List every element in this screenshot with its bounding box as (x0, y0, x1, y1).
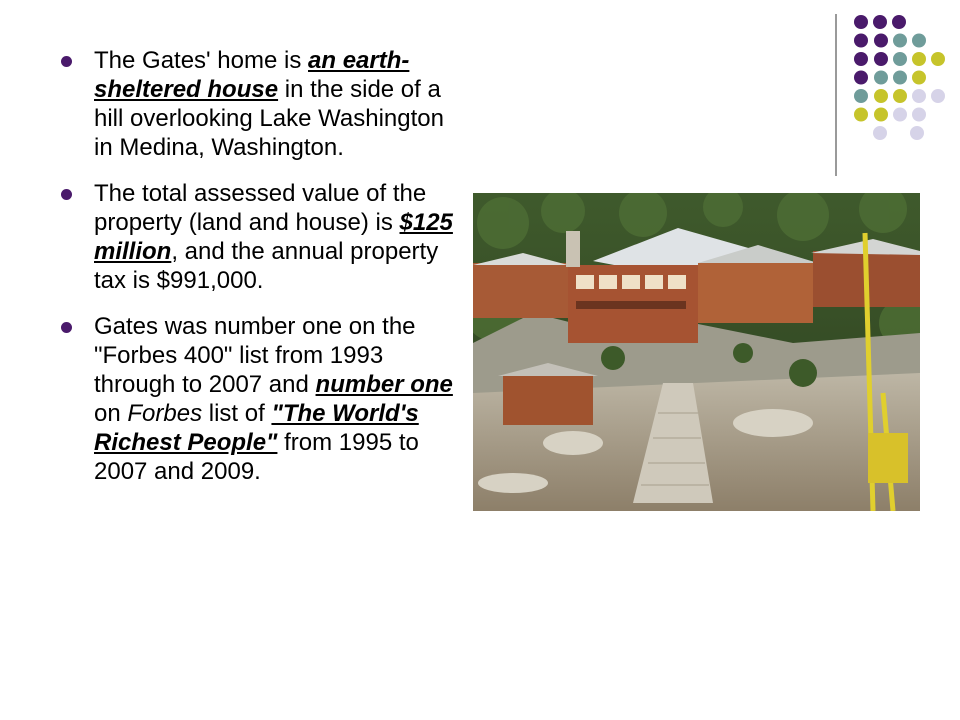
decorative-dot (892, 15, 906, 29)
decorative-dot (854, 52, 868, 66)
bullet-text: Gates was number one on the "Forbes 400" list from 1993 through to 2007 and (94, 313, 416, 398)
decorative-divider-line (835, 14, 837, 176)
bullet-icon (61, 56, 72, 67)
decorative-dot (893, 34, 907, 48)
decorative-dot (854, 71, 868, 85)
bullet-text: The Gates' home is (94, 47, 309, 74)
bullet-list (58, 46, 458, 503)
bullet-text: , and the annual property tax is $991,000. (94, 238, 439, 294)
decorative-dot (874, 52, 888, 66)
value-link[interactable]: $125 million (94, 209, 453, 265)
decorative-dot (874, 89, 888, 103)
decorative-dot (854, 108, 868, 122)
decorative-dot (874, 108, 888, 122)
decorative-dot (874, 34, 888, 48)
bullet-text: list of (202, 400, 272, 427)
bullet-item-1 (58, 46, 458, 162)
decorative-dot (893, 89, 907, 103)
decorative-dot (854, 15, 868, 29)
bullet-icon (61, 322, 72, 333)
forbes-italic: Forbes (127, 400, 203, 427)
decorative-dot (912, 52, 926, 66)
earth-sheltered-house-link[interactable]: an earth-sheltered house (94, 47, 410, 103)
decorative-dot (873, 15, 887, 29)
bullet-text: from 1995 to 2007 and 2009. (94, 429, 419, 485)
decorative-dot (854, 89, 868, 103)
bullet-text: in the side of a hill overlooking Lake Washington in Medina, Washington. (94, 76, 444, 161)
bullet-text: The total assessed value of the property (land and house) is (94, 180, 427, 236)
bullet-icon (61, 189, 72, 200)
decorative-dot (912, 108, 926, 122)
worlds-richest-people-link[interactable]: "The World's Richest People" (94, 400, 419, 456)
decorative-dot (910, 126, 924, 140)
decorative-dot (931, 52, 945, 66)
decorative-dot (912, 89, 926, 103)
decorative-dot (912, 71, 926, 85)
decorative-dot (893, 71, 907, 85)
decorative-dot (854, 34, 868, 48)
bullet-item-2 (58, 179, 458, 295)
decorative-dot (912, 34, 926, 48)
bullet-text: on (94, 400, 128, 427)
decorative-dot (874, 71, 888, 85)
decorative-dot (893, 52, 907, 66)
decorative-dot (873, 126, 887, 140)
house-photo (473, 193, 920, 511)
number-one-link[interactable]: number one (315, 371, 453, 398)
decorative-dot (931, 89, 945, 103)
decorative-dot (893, 108, 907, 122)
bullet-item-3 (58, 312, 458, 486)
